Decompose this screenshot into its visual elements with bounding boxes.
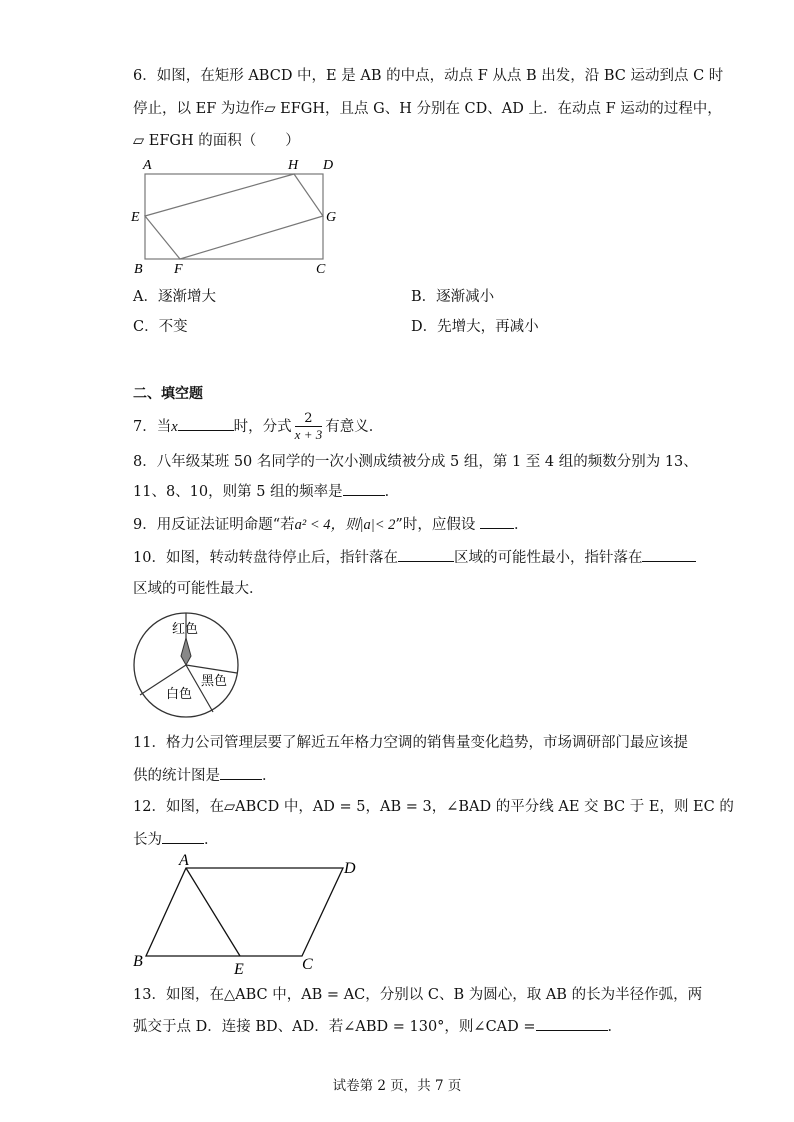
q13-text-line1: 13．如图，在△ABC 中，AB = AC，分别以 C、B 为圆心，取 AB 的长为半径作弧，两: [133, 987, 703, 1003]
q13-text-line2: [133, 1016, 622, 1037]
q6-text-line1: 6．如图，在矩形 ABCD 中，E 是 AB 的中点，动点 F 从点 B 出发，沿 BC 运动到点 C 时: [133, 68, 724, 84]
q11-answer-blank[interactable]: [220, 765, 262, 780]
q9-text: [133, 514, 528, 535]
q12-parallelogram-figure: [128, 850, 368, 978]
q6-option-c: C．不变: [133, 319, 188, 335]
q6-option-d: D．先增大，再减小: [411, 319, 539, 335]
q12-answer-blank[interactable]: [162, 829, 204, 844]
label-h: H: [288, 158, 299, 173]
bisector-ae: [186, 868, 240, 956]
q13-line2-post: ．: [607, 1019, 623, 1035]
q6-option-b: B．逐渐减小: [411, 289, 495, 305]
q7-pre: 7．当: [133, 419, 172, 435]
q9-post: ．: [513, 517, 529, 533]
q9-mid: ”时，应假设: [395, 517, 476, 533]
label-e: E: [131, 210, 140, 225]
q6-text-line2: 停止，以 EF 为边作▱ EFGH，且点 G、H 分别在 CD、AD 上．在动点 F 运动的过程中，: [133, 101, 722, 117]
q10-answer-blank-2[interactable]: [642, 547, 696, 562]
q6-option-a: A．逐渐增大: [133, 289, 216, 305]
spinner-label-white: 白色: [166, 687, 193, 702]
q10-line1-mid: 区域的可能性最小，指针落在: [453, 550, 643, 566]
q12-line2-pre: 长为: [133, 832, 162, 848]
q13-line2-pre: 弧交于点 D．连接 BD、AD．若∠ABD = 130°，则∠CAD =: [133, 1019, 536, 1035]
label-c: C: [316, 262, 326, 277]
label-f: F: [174, 262, 183, 277]
q7-mid: 时，分式: [233, 419, 292, 435]
label-b: B: [133, 953, 143, 970]
spinner-label-red: 红色: [172, 622, 199, 637]
q10-spinner-figure: [130, 611, 242, 719]
q7-text: [133, 410, 383, 444]
q9-condition: a² < 4，则|a|< 2: [294, 517, 396, 533]
q11-text-line1: 11．格力公司管理层要了解近五年格力空调的销售量变化趋势，市场调研部门最应该提: [133, 735, 688, 751]
label-d: D: [344, 860, 356, 877]
parallelogram-efgh: [145, 174, 323, 259]
q10-text-line1: [133, 547, 696, 568]
label-g: G: [326, 210, 337, 225]
q8-line2-post: ．: [384, 484, 400, 500]
label-a: A: [179, 852, 189, 869]
q11-text-line2: [133, 765, 277, 786]
q7-var-x: x: [171, 419, 178, 435]
q7-fraction: [295, 412, 323, 442]
q7-post: 有意义．: [325, 419, 384, 435]
q12-line2-post: ．: [204, 832, 219, 848]
q8-text-line2: [133, 481, 399, 502]
q8-line2-pre: 11、8、10，则第 5 组的频率是: [133, 484, 343, 500]
q10-line1-pre: 10．如图，转动转盘待停止后，指针落在: [133, 550, 398, 566]
q10-text-line2: 区域的可能性最大．: [133, 581, 264, 597]
q7-numerator: 2: [295, 412, 323, 427]
spinner-label-black: 黑色: [201, 674, 228, 689]
q8-answer-blank[interactable]: [343, 481, 385, 496]
q6-text-line3: ▱ EFGH 的面积（ ）: [133, 133, 300, 149]
q12-text-line1: 12．如图，在▱ABCD 中，AD = 5，AB = 3，∠BAD 的平分线 AE 交 BC 于 E，则 EC 的: [133, 799, 734, 815]
page-footer: 试卷第 2 页，共 7 页: [332, 1078, 462, 1094]
parallelogram-abcd: [146, 868, 343, 956]
label-d: D: [323, 158, 334, 173]
q9-pre: 9．用反证法证明命题“若: [133, 517, 295, 533]
q11-line2-pre: 供的统计图是: [133, 768, 220, 784]
q6-rectangle-figure: [128, 152, 338, 277]
q8-text-line1: 8．八年级某班 50 名同学的一次小测成绩被分成 5 组，第 1 至 4 组的频数分别为 13、: [133, 454, 698, 470]
rectangle-abcd: [145, 174, 323, 259]
q7-answer-blank[interactable]: [178, 416, 234, 431]
q10-answer-blank-1[interactable]: [398, 547, 454, 562]
label-b: B: [134, 262, 143, 277]
q7-denominator: x + 3: [294, 427, 323, 442]
label-a: A: [143, 158, 152, 173]
q12-text-line2: [133, 829, 219, 850]
section-title-fill-in: 二、填空题: [133, 386, 203, 402]
label-e: E: [234, 961, 244, 978]
q11-line2-post: ．: [262, 768, 277, 784]
q13-answer-blank[interactable]: [536, 1016, 608, 1031]
label-c: C: [302, 956, 313, 973]
q9-answer-blank[interactable]: [480, 514, 514, 529]
